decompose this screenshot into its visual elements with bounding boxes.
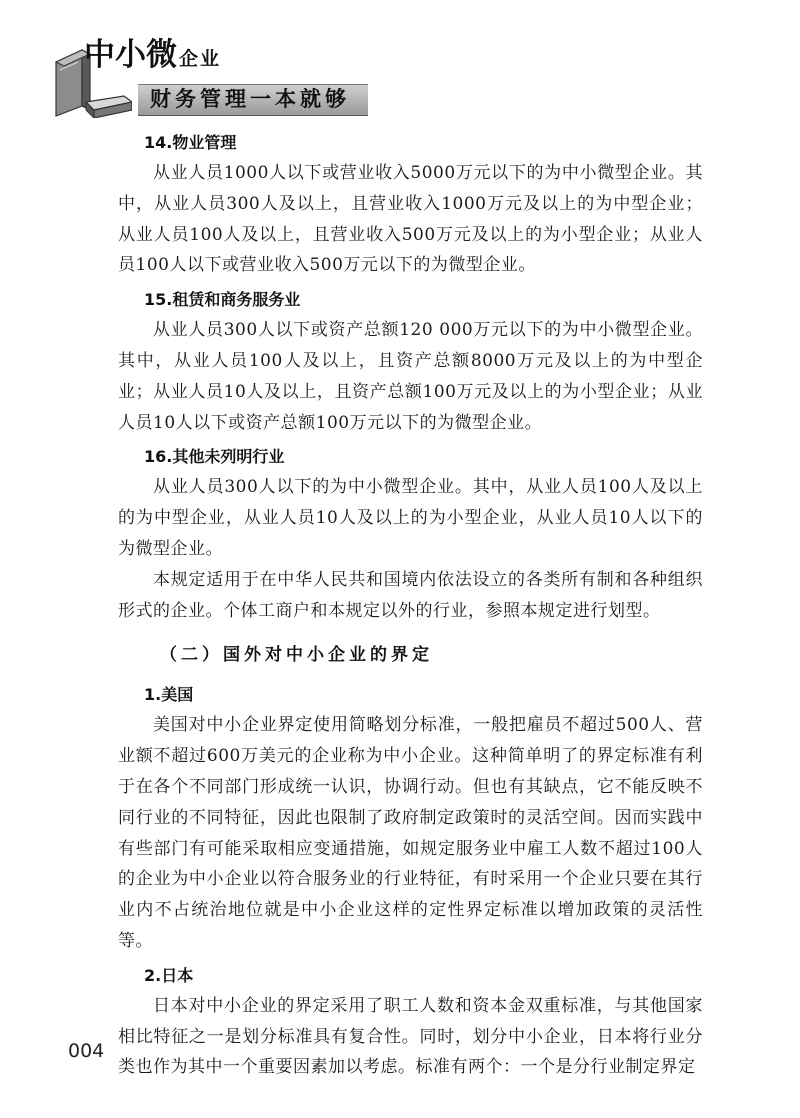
country-heading-japan: 2.日本 (144, 965, 194, 985)
page-number: 004 (68, 1040, 105, 1062)
country-paragraph-japan: 日本对中小企业的界定采用了职工人数和资本金双重标准，与其他国家相比特征之一是划分标准具有复合性。同时，划分中小企业，日本将行业分类也作为其中一个重要因素加以考虑。标准有两个：一个是分行业制定界定 (118, 995, 703, 1078)
country-heading-usa: 1.美国 (144, 685, 194, 705)
section-paragraph-16: 从业人员300人以下的为中小微型企业。其中，从业人员100人及以上的为中型企业，从业人员10人及以上的为小型企业，从业人员10人以下的为微型企业。 (118, 477, 703, 559)
section-paragraph-14: 从业人员1000人以下或营业收入5000万元以下的为中小微型企业。其中，从业人员300人及以上，且营业收入1000万元及以上的为中型企业；从业人员100人及以上，且营业收入500万元及以上的为小型企业；从业人员100人以下或营业收入500万元以下的为微型企业。 (118, 163, 703, 276)
scope-paragraph: 本规定适用于在中华人民共和国境内依法设立的各类所有制和各种组织形式的企业。个体工商户和本规定以外的行业，参照本规定进行划型。 (118, 569, 703, 621)
page-content (118, 128, 703, 1083)
header-title (84, 37, 222, 73)
country-paragraph-usa: 美国对中小企业界定使用简略划分标准，一般把雇员不超过500人、营业额不超过600万美元的企业称为中小企业。这种简单明了的界定标准有利于在各个不同部门形成统一认识，协调行动。但也有其缺点，它不能反映不同行业的不同特征，因此也限制了政府制定政策时的灵活空间。因而实践中有些部门有可能采取相应变通措施，如规定服务业中雇工人数不超过100人的企业为中小企业以符合服务业的行业特征，有时采用一个企业只要在其行业内不占统治地位就是中小企业这样的定性界定标准以增加政策的灵活性等。 (118, 715, 703, 951)
header-subtitle: 财务管理一本就够 (150, 87, 350, 111)
section-heading-16: 16.其他未列明行业 (144, 447, 285, 467)
page-header (0, 0, 800, 120)
header-title-small: 企业 (179, 48, 222, 70)
section-heading-15: 15.租赁和商务服务业 (144, 290, 301, 310)
section-paragraph-15: 从业人员300人以下或资产总额120 000万元以下的为中小微型企业。其中，从业人员100人及以上，且资产总额8000万元及以上的为中型企业；从业人员10人及以上，且资产总额100万元及以上的为小型企业；从业人员10人以下或资产总额100万元以下的为微型企业。 (118, 320, 703, 433)
header-title-main: 中小微 (84, 37, 177, 73)
section-heading-14: 14.物业管理 (144, 133, 237, 152)
subsection-title-foreign: （二）国外对中小企业的界定 (160, 645, 433, 666)
